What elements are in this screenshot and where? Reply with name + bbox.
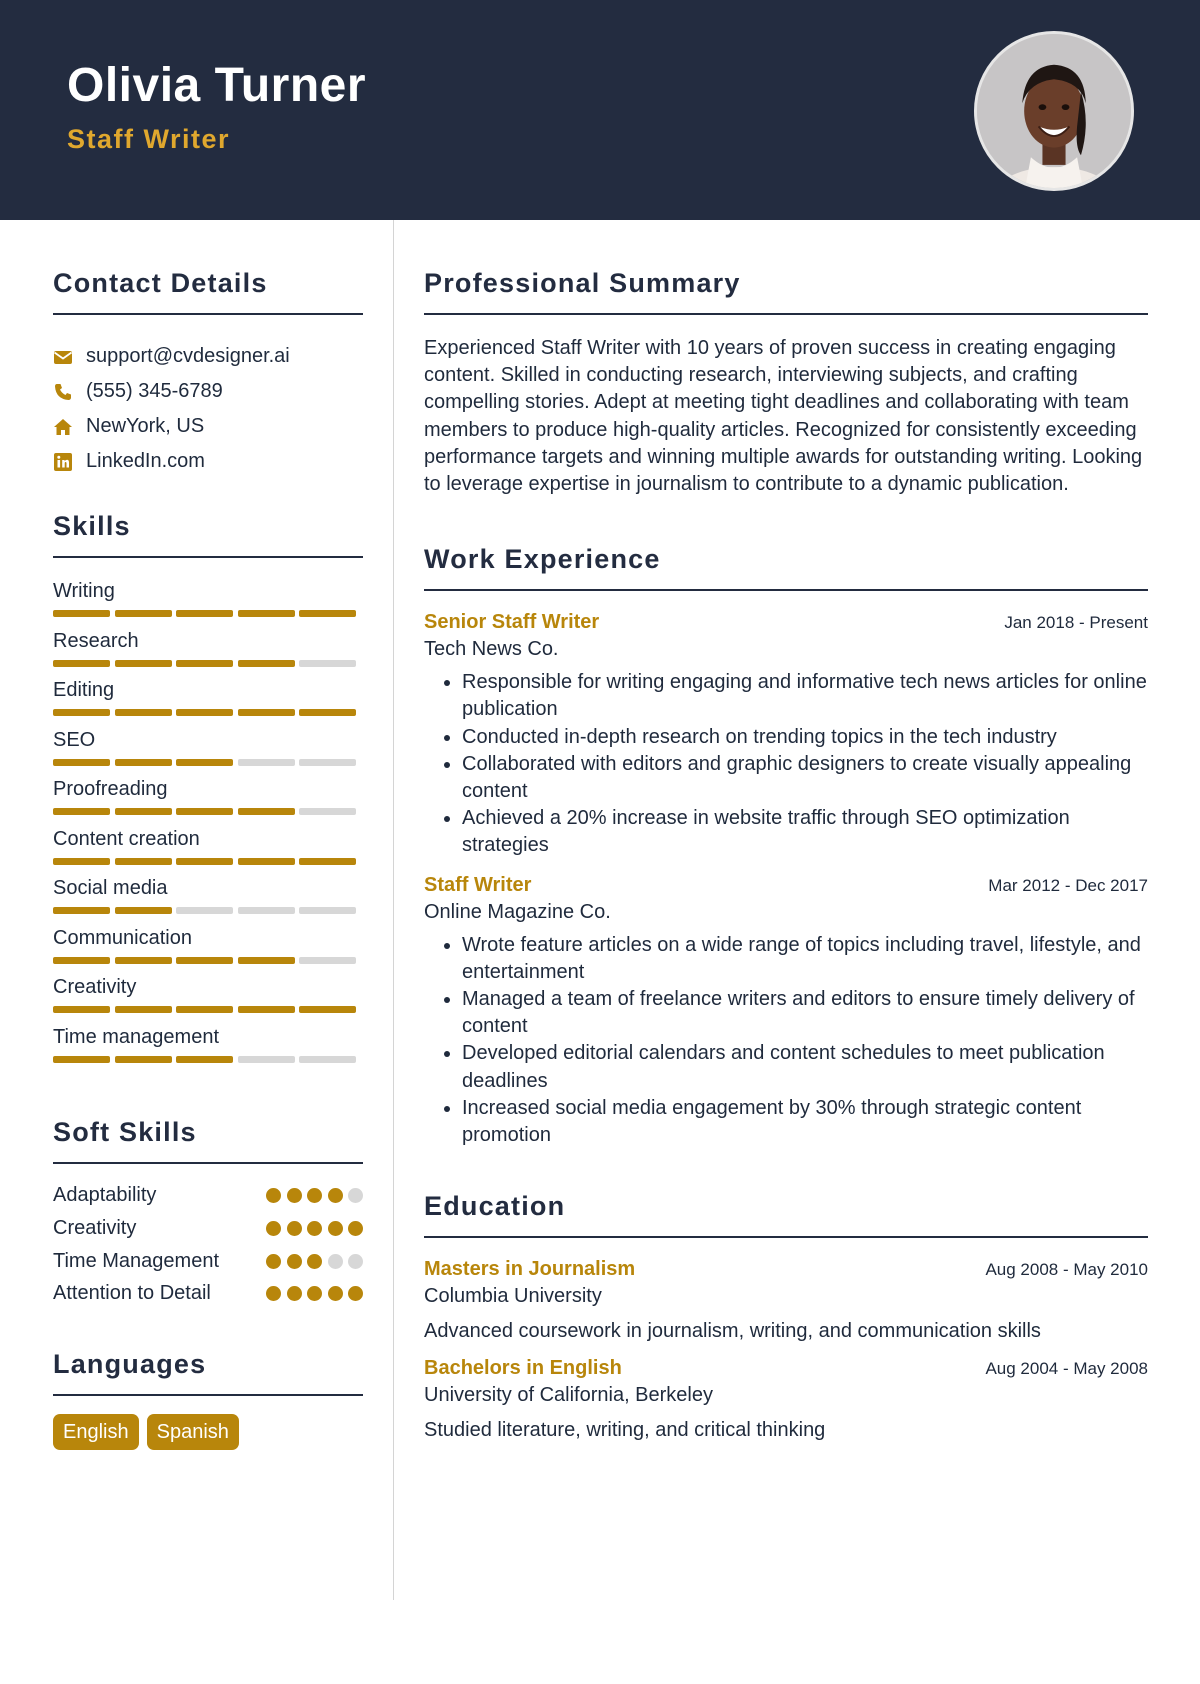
soft-skills-list: [53, 1182, 363, 1307]
job-bullet: • Achieved a 20% increase in website traffic through SEO optimization strategies: [462, 805, 1148, 859]
languages-rule: [53, 1394, 363, 1396]
job-company: Online Magazine Co.: [424, 900, 611, 923]
skill-level-segment: [238, 907, 295, 914]
rating-dot: [287, 1254, 302, 1269]
skill-level-segment: [299, 660, 356, 667]
skill-level-bars: [53, 858, 363, 865]
skill-level-segment: [53, 660, 110, 667]
rating-dot: [328, 1286, 343, 1301]
skill-level-segment: [115, 709, 172, 716]
skill-item: [53, 875, 363, 925]
soft-skills-rule: [53, 1162, 363, 1164]
rating-dot: [287, 1188, 302, 1203]
rating-dot: [287, 1221, 302, 1236]
contact-rule: [53, 313, 363, 315]
skill-level-bars: [53, 1006, 363, 1013]
rating-dot: [307, 1286, 322, 1301]
contact-linkedin[interactable]: [53, 444, 363, 479]
skill-item: [53, 727, 363, 777]
rating-dot: [266, 1254, 281, 1269]
skill-level-segment: [53, 759, 110, 766]
soft-skill-name: Creativity: [53, 1217, 137, 1239]
skill-level-segment: [238, 957, 295, 964]
rating-dot: [307, 1221, 322, 1236]
experience-section: [424, 544, 1148, 1149]
home-icon: [53, 417, 73, 437]
soft-skill-item: [53, 1248, 363, 1275]
skill-level-segment: [176, 610, 233, 617]
skill-level-bars: [53, 1056, 363, 1063]
summary-section: [424, 268, 1148, 498]
job-head: [424, 611, 1148, 634]
skill-name: Content creation: [53, 827, 200, 850]
languages-title: Languages: [53, 1349, 207, 1379]
education-school: University of California, Berkeley: [424, 1384, 713, 1407]
job-company: Tech News Co.: [424, 638, 559, 661]
skill-name: Editing: [53, 679, 115, 701]
skill-level-segment: [53, 709, 110, 716]
skill-level-segment: [299, 1006, 356, 1013]
summary-rule: [424, 313, 1148, 315]
education-degree: Masters in Journalism: [424, 1258, 636, 1281]
contact-title: Contact Details: [53, 268, 268, 298]
rating-dot: [328, 1254, 343, 1269]
education-desc: Advanced coursework in journalism, writing, and communication skills: [424, 1320, 1041, 1343]
skill-level-bars: [53, 808, 363, 815]
skill-level-segment: [176, 957, 233, 964]
education-rule: [424, 1236, 1148, 1238]
skill-item: [53, 677, 363, 727]
rating-dot: [348, 1254, 363, 1269]
contact-location: [53, 409, 363, 444]
summary-text: Experienced Staff Writer with 10 years of proven success in creating engaging content. Skilled in conducting research, interviewing subjects, and crafting compelling stories. Adept at meeting tight deadlines and collaborating with team members to produce high-quality articles. Recognized for consistently exceeding performance targets and winning multiple awards for outstanding writing. Looking to leverage expertise in journalism to contribute to a dynamic publication.: [424, 337, 1143, 496]
contact-phone-text: (555) 345-6789: [86, 380, 223, 402]
skill-level-bars: [53, 759, 363, 766]
skill-level-segment: [115, 1056, 172, 1063]
soft-skill-rating: [261, 1248, 364, 1269]
skill-level-segment: [176, 709, 233, 716]
column-divider: [393, 220, 394, 1600]
soft-skill-name: Time Management: [53, 1250, 219, 1272]
skill-level-segment: [299, 858, 356, 865]
contact-email-text: support@cvdesigner.ai: [86, 345, 290, 367]
skill-level-segment: [53, 610, 110, 617]
skill-level-segment: [53, 907, 110, 914]
skill-level-segment: [115, 610, 172, 617]
skill-level-segment: [299, 957, 356, 964]
soft-skill-rating: [261, 1182, 364, 1203]
soft-skill-name: Attention to Detail: [53, 1282, 211, 1304]
skill-level-bars: [53, 660, 363, 667]
skill-level-segment: [238, 610, 295, 617]
skill-level-segment: [53, 858, 110, 865]
education-entry: [424, 1258, 1148, 1343]
skill-level-segment: [53, 957, 110, 964]
contact-list: [53, 339, 363, 479]
candidate-role: Staff Writer: [67, 124, 231, 154]
education-title: Education: [424, 1191, 566, 1222]
skill-item: [53, 776, 363, 826]
skill-level-segment: [115, 858, 172, 865]
envelope-icon: [53, 347, 73, 367]
skill-level-segment: [176, 1056, 233, 1063]
skill-level-segment: [53, 808, 110, 815]
skill-level-segment: [299, 1056, 356, 1063]
skill-name: Creativity: [53, 976, 137, 998]
skill-level-segment: [238, 1056, 295, 1063]
soft-skills-section: [53, 1117, 363, 1307]
job-date: Jan 2018 - Present: [1004, 613, 1148, 633]
skill-level-segment: [176, 759, 233, 766]
skill-name: Communication: [53, 926, 192, 949]
education-date: Aug 2004 - May 2008: [985, 1359, 1148, 1379]
skill-level-bars: [53, 610, 363, 617]
phone-icon: [53, 382, 73, 402]
skills-section: [53, 511, 363, 1073]
skill-item: [53, 1024, 363, 1074]
job-entry: [424, 874, 1148, 1150]
job-bullet: • Wrote feature articles on a wide range of topics including travel, lifestyle, and entertainment: [462, 932, 1148, 986]
job-bullet: • Conducted in-depth research on trending topics in the tech industry: [462, 724, 1148, 751]
soft-skill-rating: [261, 1280, 364, 1301]
skill-level-segment: [115, 1006, 172, 1013]
skill-name: Social media: [53, 877, 168, 899]
skill-name: Proofreading: [53, 778, 168, 800]
language-list: [53, 1414, 363, 1450]
right-column: [424, 220, 1148, 1442]
skill-item: [53, 974, 363, 1024]
skill-item: [53, 826, 363, 876]
experience-title: Work Experience: [424, 544, 661, 575]
rating-dot: [348, 1221, 363, 1236]
job-date: Mar 2012 - Dec 2017: [988, 875, 1148, 895]
job-bullet: • Collaborated with editors and graphic designers to create visually appealing content: [462, 751, 1148, 805]
skill-name: Research: [53, 629, 139, 652]
skill-level-segment: [115, 957, 172, 964]
skill-level-segment: [238, 808, 295, 815]
contact-location-text: NewYork, US: [86, 415, 205, 437]
job-bullet: • Developed editorial calendars and content schedules to meet publication deadlines: [462, 1040, 1148, 1094]
skill-level-segment: [299, 610, 356, 617]
language-badge: Spanish: [147, 1414, 239, 1450]
rating-dot: [328, 1221, 343, 1236]
education-school: Columbia University: [424, 1285, 602, 1308]
contact-linkedin-text: LinkedIn.com: [86, 450, 205, 472]
skill-level-segment: [299, 709, 356, 716]
education-desc: Studied literature, writing, and critical thinking: [424, 1419, 826, 1442]
contact-section: [53, 268, 363, 479]
rating-dot: [266, 1221, 281, 1236]
skill-item: [53, 925, 363, 975]
skill-level-segment: [53, 1006, 110, 1013]
skill-name: SEO: [53, 728, 96, 751]
summary-title: Professional Summary: [424, 268, 741, 298]
skill-level-segment: [115, 660, 172, 667]
job-bullet: • Increased social media engagement by 30% through strategic content promotion: [462, 1095, 1148, 1149]
profile-photo: [974, 31, 1134, 191]
skill-level-bars: [53, 709, 363, 716]
language-badge: English: [53, 1414, 139, 1450]
languages-section: [53, 1349, 363, 1450]
contact-phone[interactable]: [53, 374, 363, 409]
skill-level-segment: [176, 808, 233, 815]
skill-level-segment: [299, 759, 356, 766]
skill-level-segment: [238, 759, 295, 766]
experience-rule: [424, 589, 1148, 591]
skill-level-segment: [299, 907, 356, 914]
rating-dot: [307, 1254, 322, 1269]
left-column: [53, 220, 363, 1450]
skill-level-segment: [115, 759, 172, 766]
job-head: [424, 874, 1148, 897]
job-title: Staff Writer: [424, 873, 532, 896]
rating-dot: [266, 1188, 281, 1203]
soft-skill-name: Adaptability: [53, 1184, 157, 1206]
soft-skill-item: [53, 1215, 363, 1242]
education-head: [424, 1258, 1148, 1281]
rating-dot: [348, 1286, 363, 1301]
skill-level-segment: [238, 1006, 295, 1013]
skill-level-segment: [299, 808, 356, 815]
skill-level-bars: [53, 957, 363, 964]
skills-list: [53, 578, 363, 1073]
rating-dot: [348, 1188, 363, 1203]
skill-item: [53, 578, 363, 628]
skills-rule: [53, 556, 363, 558]
education-head: [424, 1357, 1148, 1380]
job-bullets: [424, 669, 1148, 859]
skill-level-segment: [115, 808, 172, 815]
candidate-name: Olivia Turner: [67, 59, 367, 112]
job-bullet: • Managed a team of freelance writers and editors to ensure timely delivery of content: [462, 986, 1148, 1040]
rating-dot: [328, 1188, 343, 1203]
rating-dot: [266, 1286, 281, 1301]
skill-level-segment: [53, 1056, 110, 1063]
rating-dot: [287, 1286, 302, 1301]
skill-level-segment: [238, 660, 295, 667]
education-section: [424, 1191, 1148, 1442]
skill-level-segment: [176, 1006, 233, 1013]
soft-skill-item: [53, 1280, 363, 1307]
profile-photo-icon: [977, 34, 1131, 188]
skill-item: [53, 628, 363, 678]
skill-level-segment: [176, 660, 233, 667]
resume-header: [0, 0, 1200, 220]
skill-level-segment: [115, 907, 172, 914]
job-title: Senior Staff Writer: [424, 611, 600, 634]
contact-email[interactable]: [53, 339, 363, 374]
soft-skill-item: [53, 1182, 363, 1209]
job-bullet: • Responsible for writing engaging and informative tech news articles for online publication: [462, 669, 1148, 723]
job-entry: [424, 611, 1148, 859]
soft-skill-rating: [261, 1215, 364, 1236]
education-date: Aug 2008 - May 2010: [985, 1260, 1148, 1280]
skill-level-segment: [176, 907, 233, 914]
skill-level-segment: [238, 858, 295, 865]
job-bullets: [424, 932, 1148, 1150]
skill-level-segment: [238, 709, 295, 716]
rating-dot: [307, 1188, 322, 1203]
education-entry: [424, 1357, 1148, 1442]
skill-name: Writing: [53, 580, 115, 602]
soft-skills-title: Soft Skills: [53, 1117, 197, 1147]
skills-title: Skills: [53, 511, 131, 541]
skill-level-segment: [176, 858, 233, 865]
education-degree: Bachelors in English: [424, 1357, 622, 1380]
skill-name: Time management: [53, 1025, 219, 1048]
linkedin-icon: [53, 452, 73, 472]
skill-level-bars: [53, 907, 363, 914]
